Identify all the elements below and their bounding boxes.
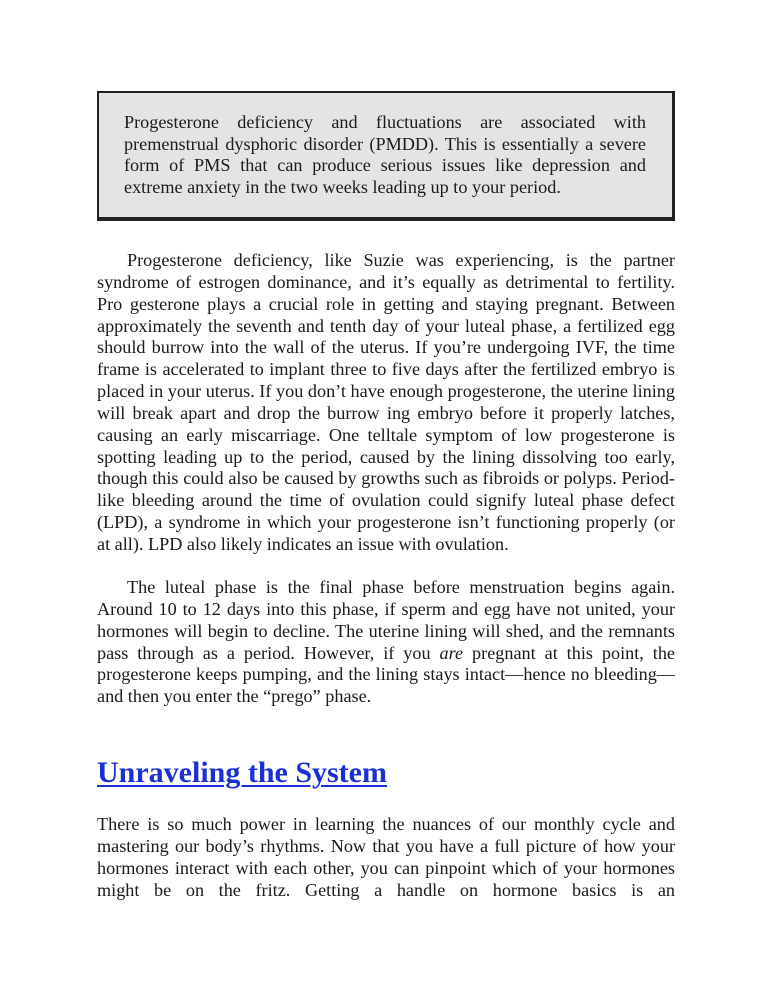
section-heading-link[interactable]: Unraveling the System bbox=[97, 756, 387, 789]
callout-text: Progesterone deficiency and fluctuations are associated with premenstrual dysphoric disorder (PMDD). This is essentially a severe form of PMS that can produce serious issues like depression and extreme anxiety in the two weeks leading up to your period. bbox=[124, 112, 646, 198]
emphasized-text: are bbox=[439, 642, 464, 663]
body-paragraph: There is so much power in learning the nuances of our monthly cycle and mastering our body’s rhythms. Now that you have a full picture of how your hormones interact with each other, you can pinpoint which of your hormones might be on the fritz. Getting a handle on hormone basics is an bbox=[97, 814, 675, 900]
paragraph-text: The luteal phase is the final phase before menstruation begins again. Around 10 to 12 days into this phase, if sperm and egg have not united, your hormones will begin to decline. The uterine lining will shed, and the remnants pass through as a period. However, if you bbox=[97, 577, 675, 663]
body-paragraph: Progesterone deficiency, like Suzie was experiencing, is the partner syndrome of estrogen dominance, and it’s equally as detrimental to fertility. Pro gesterone plays a crucial role in getting and staying pregnant. Between approximately the seventh and tenth day of your luteal phase, a fertilized egg should burrow into the wall of the uterus. If you’re undergoing IVF, the time frame is accelerated to implant three to five days after the fertilized embryo is placed in your uterus. If you don’t have enough progesterone, the uterine lining will break apart and drop the burrow ing embryo before it properly latches, causing an early miscarriage. One telltale symptom of low progesterone is spotting leading up to the period, caused by the lining dissolving too early, though this could also be caused by growths such as fibroids or polyps. Period-like bleeding around the time of ovulation could signify luteal phase defect (LPD), a syndrome in which your progesterone isn’t functioning properly (or at all). LPD also likely indicates an issue with ovulation. bbox=[97, 250, 675, 554]
paragraph-text: pregnant at this point, the progesterone keeps pumping, and the lining stays intact—hence no bleeding—and then you enter the “prego” phase. bbox=[97, 642, 675, 707]
body-paragraph bbox=[97, 577, 675, 708]
